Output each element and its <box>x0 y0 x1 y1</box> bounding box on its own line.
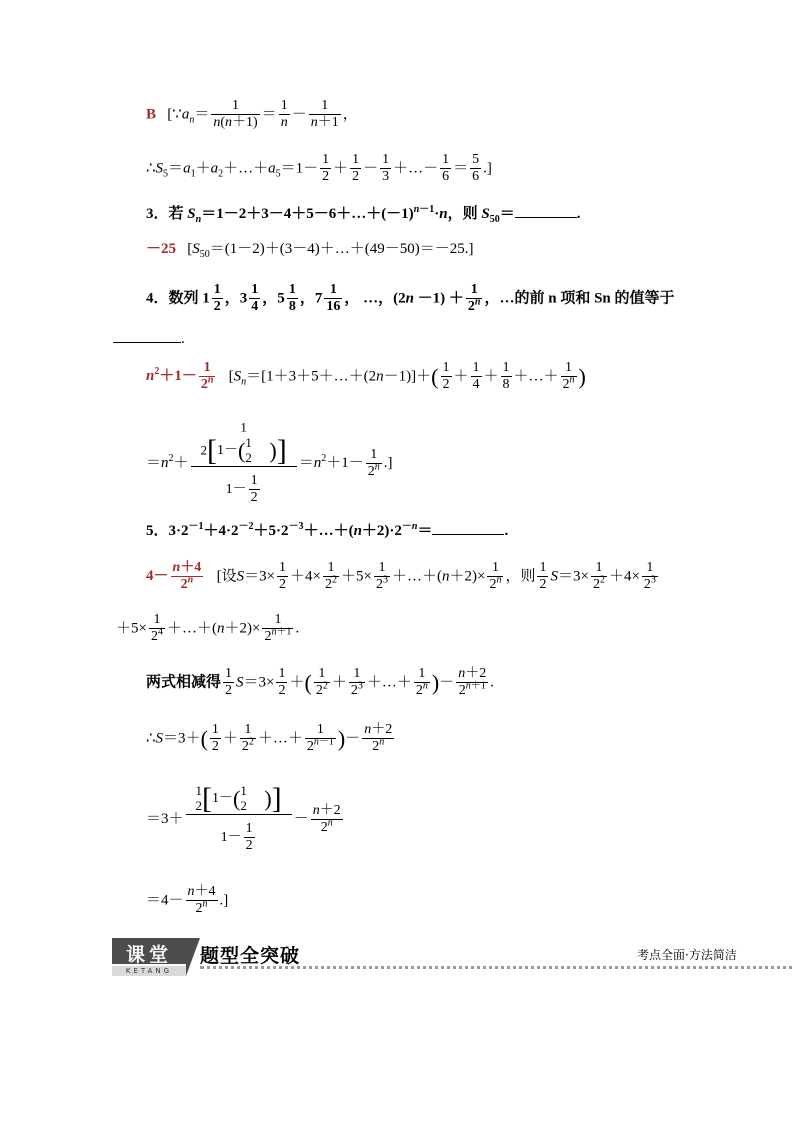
q4-answer-line: $n^2+1-$ $\frac{1}{2^n}$ [$S_n=[1+3+5+\dots+(2n-1)]+$( $\frac{1}{2}$ ＋ $\frac{1}{4}$ ＋ $\frac{1}{8}$ ＋…＋ $\frac{1}{2^n}$ ) <box>146 360 586 393</box>
q4-derivation: $=n^2+$ 1 2[1－(1 2 )] 1－ $\frac{1}{2}$ $=n^2+1-$ $\frac{1}{2^n}$ .] <box>146 419 393 506</box>
q3-question: 3．若 $S_n=1-2+3-4+5-6+\dots+(-1)^{n-1}\cdot n$，则 $S_{50}=$ . <box>146 204 581 225</box>
q5-line-2: ＋5× $\frac{1}{2^4}$ ＋…＋(n＋2)× $\frac{1}{2^{n+1}}$ . <box>116 612 300 645</box>
q4-suffix: …的前 n 项和 Sn 的值等于 <box>499 290 675 307</box>
banner-tag-sub-box <box>112 966 186 976</box>
banner-tag-sub: KETANG <box>125 967 173 975</box>
q5-line-3: 两式相减得 $\frac{1}{2}$ S＝3× $\frac{1}{2}$ ＋( $\frac{1}{2^2}$ ＋ $\frac{1}{2^3}$ ＋…＋ $\frac{1}{2^n}$ )－ $\frac{n+2}{2^{n+1}}$ . <box>146 666 494 699</box>
q5-line-6: ＝4－ $\frac{n+4}{2^n}$ .] <box>146 884 229 917</box>
q5-answer-line: 4－ $\frac{n+4}{2^n}$ [设S＝3× $\frac{1}{2}$ ＋4× $\frac{1}{2^2}$ ＋5× $\frac{1}{2^3}$ ＋…＋(n＋2)× $\frac{1}{2^n}$ ，则 $\frac{1}{2}$ S＝3× $\frac{1}{2^2}$ ＋4× $\frac{1}{2^3}$ <box>146 560 656 593</box>
banner-tag-corner <box>186 938 200 976</box>
q2-line-2: $\therefore S_5=a_1+a_2+\dots+a_5=1-$ $\frac{1}{2}$ ＋ $\frac{1}{2}$ － $\frac{1}{3}$ ＋…－ $\frac{1}{6}$ ＝ $\frac{5}{6}$ .] <box>146 152 492 185</box>
q5-line-5: ＝3＋ 1 2[1－(1 2 )] 1－ $\frac{1}{2}$ － $\frac{n+2}{2^n}$ <box>146 782 341 854</box>
banner-tag-main: 课堂 <box>125 944 172 966</box>
q4-question: 4．数列 1 $\frac{1}{2}$ ，3 $\frac{1}{4}$ ，5 $\frac{1}{8}$ ，7 $\frac{1}{16}$ ， …，(2n －1) ＋ $\frac{1}{2^n}$ ，…的前 n 项和 Sn 的值等于 <box>146 282 675 315</box>
q4-blank: . <box>113 332 185 347</box>
q2-line-1: B [$\because a_n=$ $\frac{1}{n(n+1)}$ ＝ $\frac{1}{n}$ － $\frac{1}{n+1}$ ， <box>146 98 358 131</box>
q5-label: 5． <box>146 523 169 539</box>
q3-label: 3． <box>146 206 169 222</box>
banner-right-text: 考点全面·方法简洁 <box>637 948 737 962</box>
q5-subtract: 两式相减得 <box>146 674 222 691</box>
q5-line-4: ∴S＝3＋( $\frac{1}{2}$ ＋ $\frac{1}{2^2}$ ＋…＋ $\frac{1}{2^{n-1}}$ )－ $\frac{n+2}{2^n}$ <box>146 722 393 755</box>
q5-question: 5．$3\cdot 2^{-1}+4\cdot 2^{-2}+5\cdot 2^{-3}+\dots+(n+2)\cdot 2^{-n}=$ . <box>146 521 509 539</box>
banner-divider <box>200 966 794 969</box>
q4-label: 4． <box>146 290 169 307</box>
q5-let: 设 <box>221 568 237 585</box>
q4-prefix: 数列 <box>168 290 199 307</box>
q2-answer: B <box>146 106 157 123</box>
q5-then: 则 <box>520 568 536 585</box>
section-banner <box>112 938 794 980</box>
banner-tag <box>112 938 186 964</box>
banner-title: 题型全突破 <box>200 945 301 967</box>
q3-answer-line: －25 $[S_{50}=(1-2)+(3-4)+\dots+(49-50)=-25.]$ <box>146 241 474 260</box>
q3-answer: －25 <box>146 241 177 257</box>
